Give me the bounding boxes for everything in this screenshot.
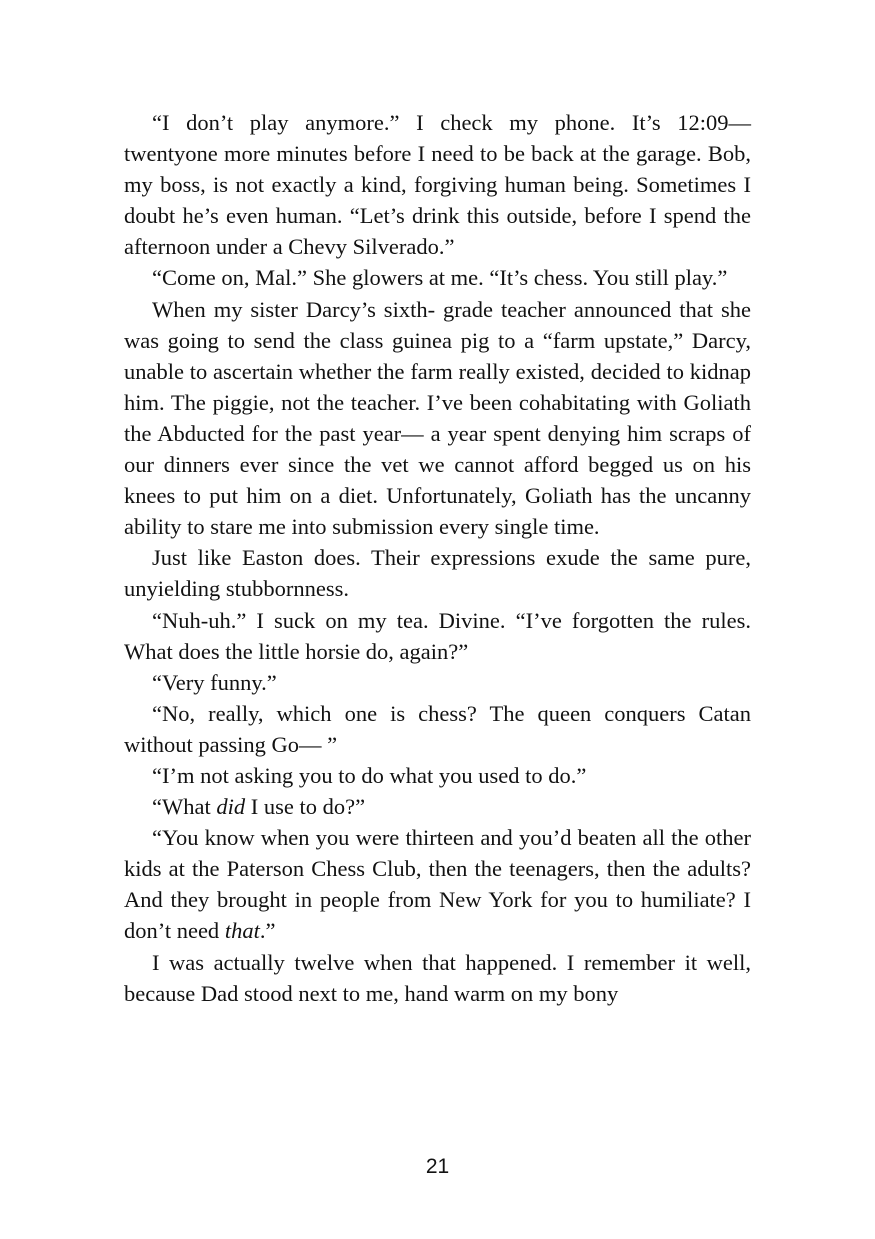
text-run: “You know when you were thirteen and you’d beaten all the other kids at the Paterson Chess Club, then the teenagers, then the adults? And they brought in people from New York for you to humiliate? I don’t need [124, 825, 751, 944]
text-run: “Very funny.” [152, 669, 277, 695]
text-run: “Come on, Mal.” She glowers at me. “It’s chess. You still play.” [152, 265, 728, 291]
paragraph [124, 667, 751, 698]
text-run: “What [152, 794, 217, 820]
paragraph [124, 294, 751, 543]
italic-text-run: did [216, 794, 246, 820]
text-run: “No, really, which one is chess? The queen conquers Catan without passing Go— ” [124, 700, 751, 757]
text-run: Just like Easton does. Their expressions exude the same pure, unyielding stubbornness. [124, 545, 751, 602]
paragraph [124, 262, 751, 293]
paragraph [124, 791, 751, 822]
paragraph [124, 698, 751, 760]
text-run: .” [259, 918, 276, 944]
text-run: When my sister Darcy’s sixth- grade teacher announced that she was going to send the class guinea pig to a “farm upstate,” Darcy, unable to ascertain whether the farm really existed, decided to kidnap him. The piggie, not the teacher. I’ve been cohabitating with Goliath the Abducted for the past year— a year spent denying him scraps of our dinners ever since the vet we cannot afford begged us on his knees to put him on a diet. Unfortunately, Goliath has the uncanny ability to stare me into submission every single time. [124, 296, 751, 540]
page-text [124, 107, 751, 1009]
paragraph [124, 107, 751, 262]
text-run: “I don’t play anymore.” I check my phone. It’s 12:09— twentyone more minutes before I need to be back at the garage. Bob, my boss, is not exactly a kind, forgiving human being. Sometimes I doubt he’s even human. “Let’s drink this outside, before I spend the afternoon under a Chevy Silverado.” [124, 110, 751, 260]
paragraph [124, 542, 751, 604]
paragraph [124, 822, 751, 946]
paragraph [124, 760, 751, 791]
text-run: “Nuh-uh.” I suck on my tea. Divine. “I’ve forgotten the rules. What does the little horsie do, again?” [124, 607, 751, 664]
text-run: “I’m not asking you to do what you used to do.” [152, 762, 587, 788]
text-run: I was actually twelve when that happened. I remember it well, because Dad stood next to me, hand warm on my bony [124, 949, 751, 1006]
italic-text-run: that [224, 918, 260, 944]
text-run: I use to do?” [245, 794, 366, 820]
paragraph [124, 605, 751, 667]
page-number: 21 [425, 1155, 450, 1178]
paragraph [124, 947, 751, 1009]
